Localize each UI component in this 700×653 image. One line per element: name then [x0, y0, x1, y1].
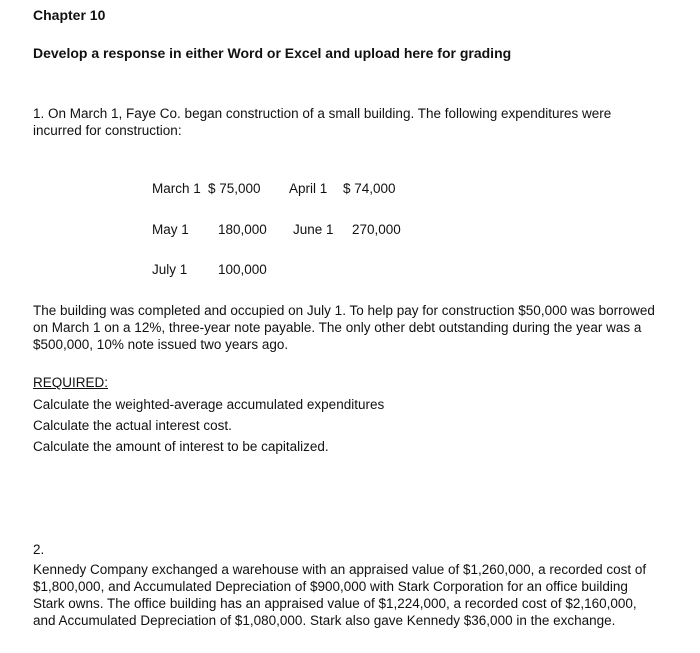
expenditure-date: June 1: [293, 222, 334, 237]
required-heading: REQUIRED:: [33, 375, 109, 390]
expenditure-amount: 270,000: [352, 222, 401, 237]
expenditure-date: March 1: [152, 181, 201, 196]
expenditure-date: May 1: [152, 222, 189, 237]
requirement-item: Calculate the actual interest cost.: [33, 418, 232, 433]
requirement-item: Calculate the weighted-average accumulated expenditures: [33, 397, 385, 412]
expenditure-date: April 1: [289, 181, 328, 196]
instruction-text: Develop a response in either Word or Excel and upload here for grading: [33, 45, 512, 61]
question1-body: The building was completed and occupied on July 1. To help pay for construction $50,000 was borrowed on March 1 on a 12%, three-year note payable. The only other debt outstanding during the year was a $500,000, 10% note issued two years ago.: [33, 303, 655, 352]
question1-intro: 1. On March 1, Faye Co. began construction of a small building. The following expenditures were incurred for construction:: [33, 106, 612, 138]
expenditure-date: July 1: [152, 262, 188, 277]
question2-number: 2.: [33, 542, 45, 557]
question2-body: Kennedy Company exchanged a warehouse with an appraised value of $1,260,000, a recorded cost of $1,800,000, and Accumulated Depreciation of $900,000 with Stark Corporation for an office building Stark owns. The office building has an appraised value of $1,224,000, a recorded cost of $2,160,000, and Accumulated Depreciation of $1,080,000. Stark also gave Kennedy $36,000 in the exchange.: [33, 562, 647, 628]
expenditure-amount: 100,000: [218, 262, 267, 277]
expenditure-amount: $ 74,000: [343, 181, 396, 196]
requirement-item: Calculate the amount of interest to be capitalized.: [33, 439, 329, 454]
expenditure-amount: 180,000: [218, 222, 267, 237]
chapter-title: Chapter 10: [33, 7, 106, 23]
expenditure-amount: $ 75,000: [208, 181, 261, 196]
